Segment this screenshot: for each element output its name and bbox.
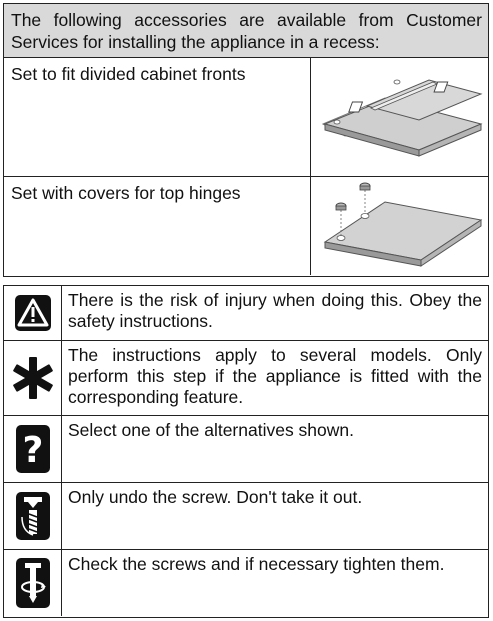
symbol-row (4, 416, 488, 483)
symbol-description: The instructions apply to several models. Only perform this step if the appliance is fitted with the corresponding feature. (68, 345, 482, 407)
symbol-row (4, 483, 488, 550)
asterisk-icon (10, 355, 56, 401)
symbol-description: Select one of the alternatives shown. (68, 420, 355, 440)
accessory-row (4, 177, 488, 275)
accessory-row (4, 58, 488, 177)
symbol-row (4, 550, 488, 616)
svg-text:?: ? (22, 430, 43, 471)
accessory-label: Set to fit divided cabinet fronts (4, 58, 311, 176)
loosen-screw-icon (15, 491, 51, 541)
accessories-table (3, 3, 489, 277)
hinge-cover-set-illustration (311, 177, 488, 275)
warning-triangle-icon (14, 294, 52, 332)
symbol-description: Only undo the screw. Don't take it out. (68, 487, 363, 507)
symbol-row (4, 286, 488, 341)
symbol-row (4, 341, 488, 416)
symbols-legend-table (3, 285, 489, 618)
question-mark-icon (15, 424, 51, 474)
symbol-description: Check the screws and if necessary tighten them. (68, 554, 445, 574)
divided-cabinet-front-set-illustration (311, 58, 488, 176)
symbol-description: There is the risk of injury when doing this. Obey the safety instructions. (68, 290, 482, 331)
accessories-header: The following accessories are available from Customer Services for installing the appliance in a recess: (4, 4, 488, 58)
accessory-label: Set with covers for top hinges (4, 177, 311, 275)
tighten-screw-icon (15, 557, 51, 609)
